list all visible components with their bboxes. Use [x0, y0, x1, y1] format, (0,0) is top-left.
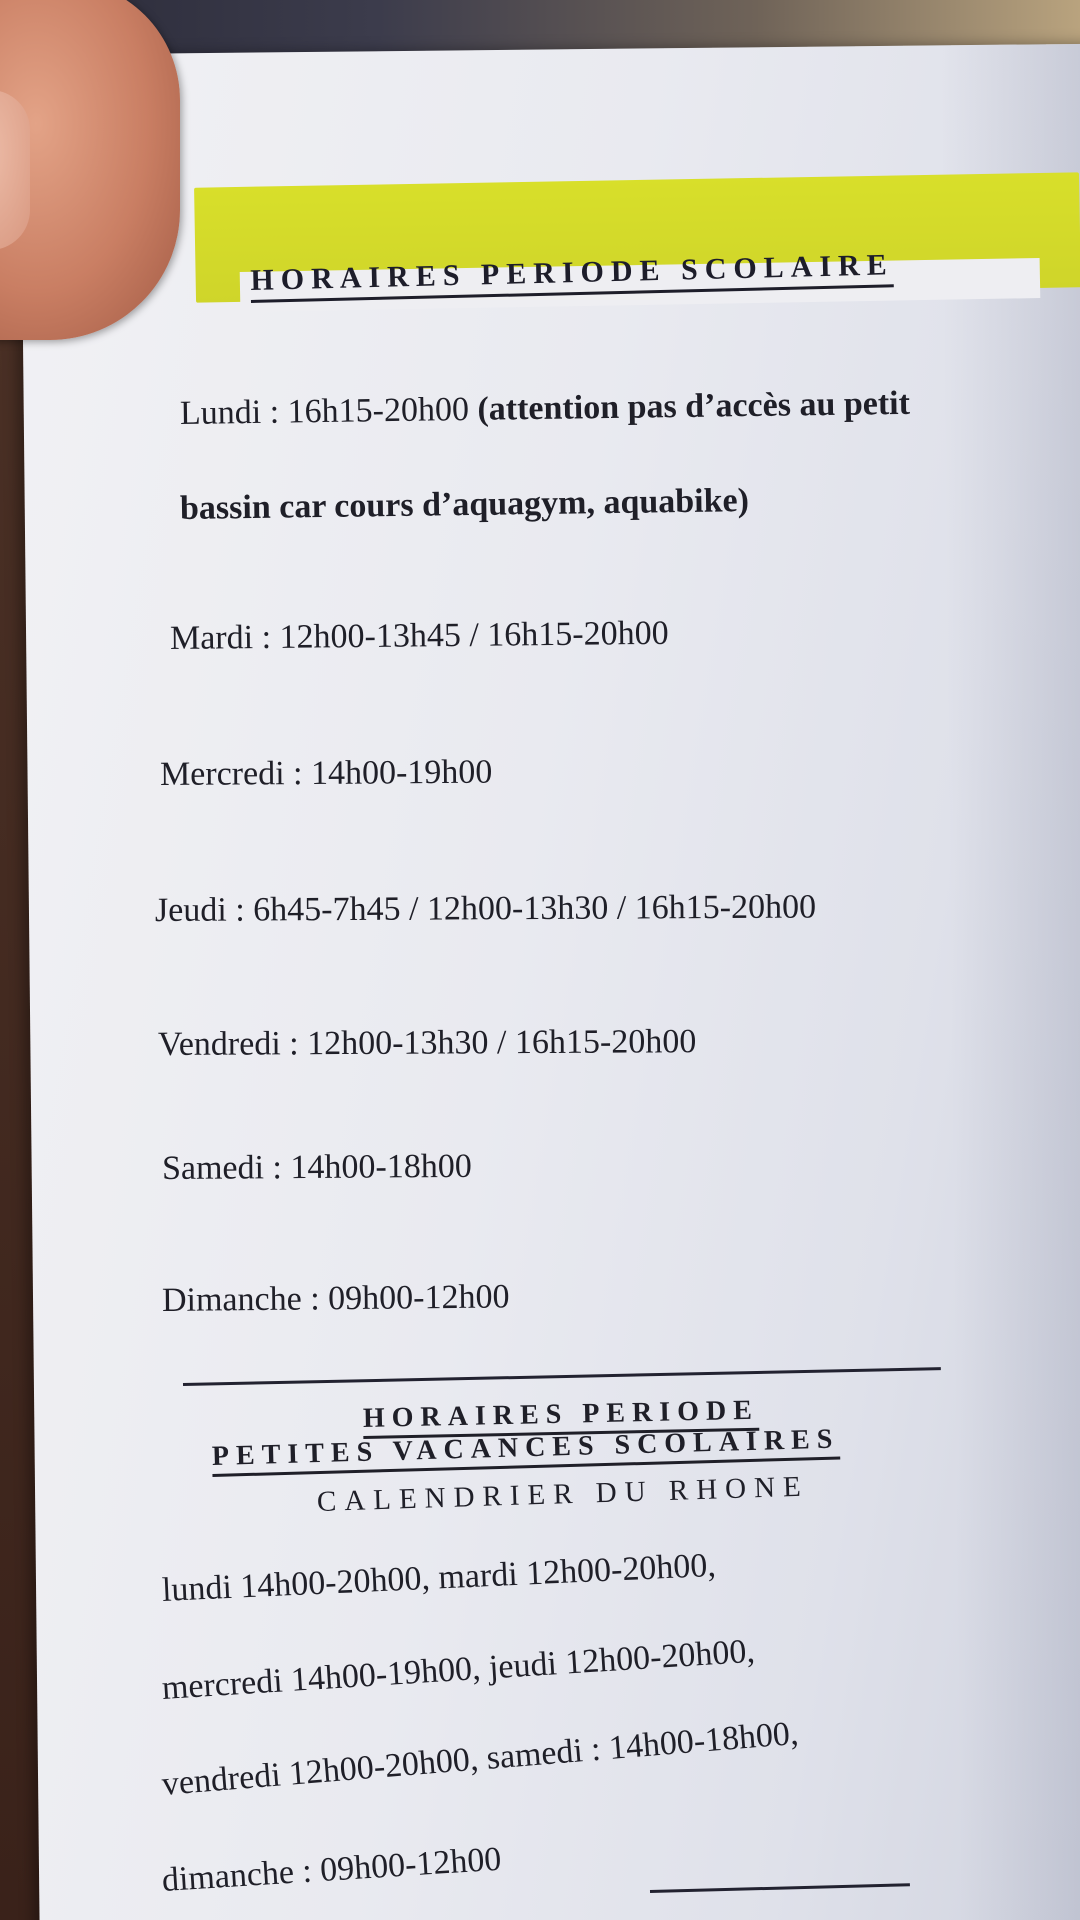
thumb-nail	[0, 90, 30, 250]
paper-sheet	[20, 44, 1080, 1920]
schedule-line-lundi-note: bassin car cours d’aquagym, aquabike)	[179, 482, 750, 527]
schedule-line-jeudi: Jeudi : 6h45-7h45 / 12h00-13h30 / 16h15-20h00	[154, 888, 817, 929]
title-horaires-periode-scolaire: HORAIRES PERIODE SCOLAIRE	[250, 246, 894, 303]
title2-line1: HORAIRES PERIODE	[363, 1394, 760, 1439]
title2-line2: PETITES VACANCES SCOLAIRES	[211, 1422, 839, 1477]
schedule-line-samedi: Samedi : 14h00-18h00	[161, 1147, 472, 1187]
title2-line3: CALENDRIER DU RHONE	[316, 1470, 810, 1518]
schedule-line-mardi: Mardi : 12h00-13h45 / 16h15-20h00	[169, 614, 669, 657]
schedule-line-vendredi: Vendredi : 12h00-13h30 / 16h15-20h00	[157, 1023, 697, 1063]
vacances-line-3: vendredi 12h00-20h00, samedi : 14h00-18h00,	[160, 1714, 800, 1803]
paper-shadow	[940, 44, 1080, 1920]
thumb	[0, 0, 180, 340]
vacances-line-1: lundi 14h00-20h00, mardi 12h00-20h00,	[161, 1546, 717, 1609]
schedule-line-mercredi: Mercredi : 14h00-19h00	[159, 753, 493, 793]
vacances-line-2: mercredi 14h00-19h00, jeudi 12h00-20h00,	[160, 1632, 756, 1707]
vacances-line-4: dimanche : 09h00-12h00	[160, 1840, 503, 1899]
lundi-warning: (attention pas d’accès au petit	[477, 384, 911, 428]
schedule-line-dimanche: Dimanche : 09h00-12h00	[161, 1278, 510, 1319]
lundi-hours: Lundi : 16h15-20h00	[179, 390, 470, 432]
